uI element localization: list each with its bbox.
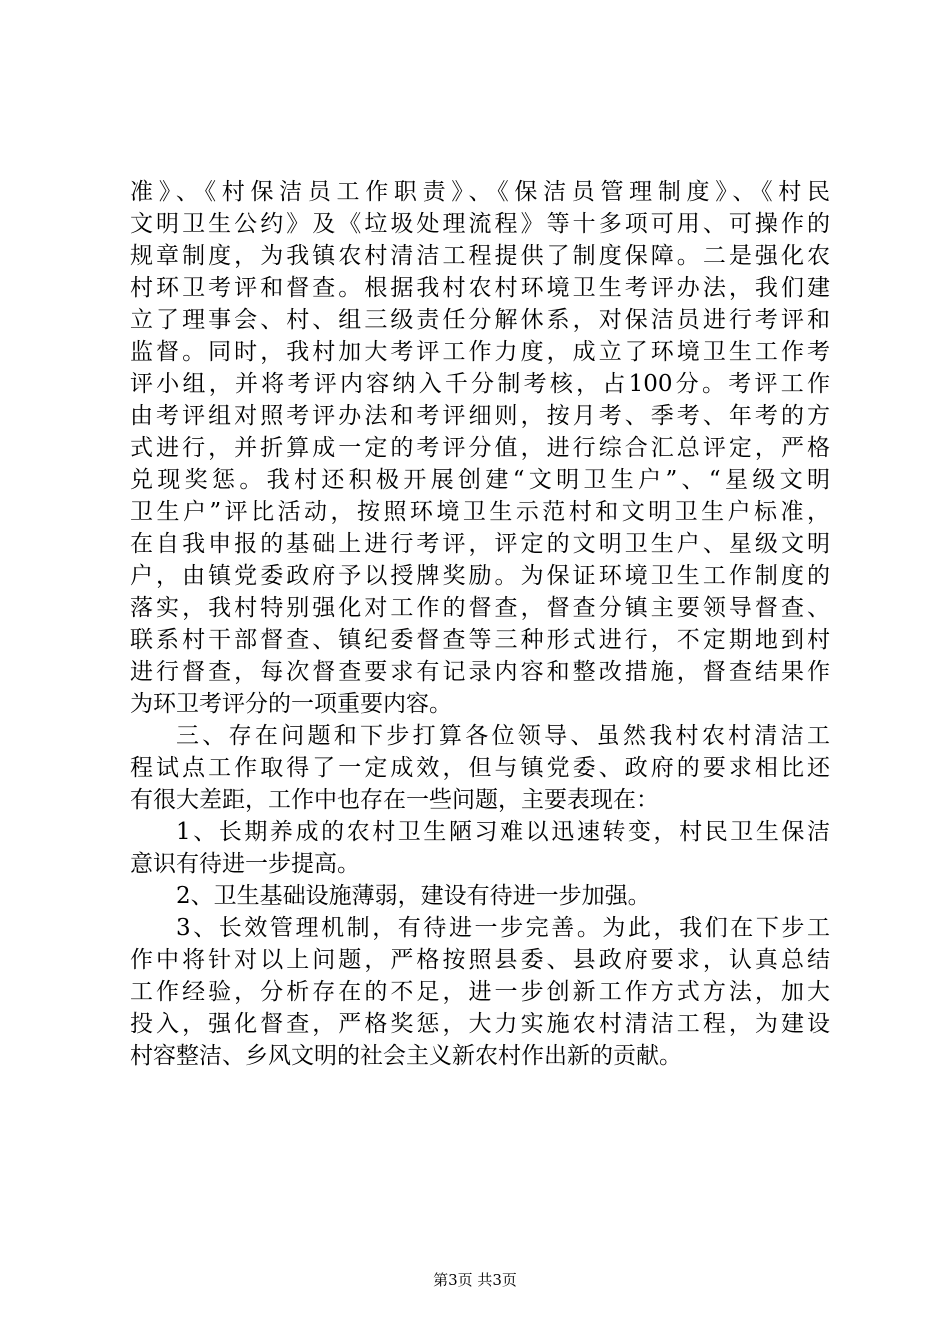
text-line: 准》、《村保洁员工作职责》、《保洁员管理制度》、《村民 [130, 179, 830, 205]
text-line: 村环卫考评和督查。根据我村农村环境卫生考评办法，我们建 [130, 275, 830, 301]
text-line: 式进行，并折算成一定的考评分值，进行综合汇总评定，严格 [130, 435, 830, 461]
text-line: 作中将针对以上问题，严格按照县委、县政府要求，认真总结 [130, 947, 830, 973]
document-body [130, 176, 830, 1072]
section-heading-line: 三、存在问题和下步打算各位领导、虽然我村农村清洁工 [176, 723, 830, 749]
text-line: 规章制度，为我镇农村清洁工程提供了制度保障。二是强化农 [130, 243, 830, 269]
text-line: 为环卫考评分的一项重要内容。 [130, 691, 452, 717]
text-line: 在自我申报的基础上进行考评，评定的文明卫生户、星级文明 [130, 531, 830, 557]
text-line: 投入，强化督查，严格奖惩，大力实施农村清洁工程，为建设 [130, 1011, 830, 1037]
text-line: 由考评组对照考评办法和考评细则，按月考、季考、年考的方 [130, 403, 830, 429]
text-line: 程试点工作取得了一定成效，但与镇党委、政府的要求相比还 [130, 755, 830, 781]
text-line: 工作经验，分析存在的不足，进一步创新工作方式方法，加大 [130, 979, 830, 1005]
text-line: 立了理事会、村、组三级责任分解休系，对保洁员进行考评和 [130, 307, 830, 333]
text-line: 卫生户”评比活动，按照环境卫生示范村和文明卫生户标准， [130, 499, 830, 525]
list-item-line: 2、卫生基础设施薄弱，建设有待进一步加强。 [176, 883, 651, 909]
text-line: 有很大差距，工作中也存在一些问题，主要表现在： [130, 787, 659, 813]
text-line: 意识有待进一步提高。 [130, 851, 360, 877]
text-line: 评小组，并将考评内容纳入千分制考核，占100分。考评工作 [130, 371, 830, 397]
text-line: 落实，我村特别强化对工作的督查，督查分镇主要领导督查、 [130, 595, 830, 621]
text-line: 联系村干部督查、镇纪委督查等三种形式进行，不定期地到村 [130, 627, 830, 653]
list-item-line: 1、长期养成的农村卫生陋习难以迅速转变，村民卫生保洁 [176, 819, 830, 845]
text-line: 村容整洁、乡风文明的社会主义新农村作出新的贡献。 [130, 1043, 682, 1069]
page-number-footer: 第3页 共3页 [433, 1271, 517, 1289]
text-line: 户，由镇党委政府予以授牌奖励。为保证环境卫生工作制度的 [130, 563, 830, 589]
text-line: 文明卫生公约》及《垃圾处理流程》等十多项可用、可操作的 [130, 211, 830, 237]
text-line: 进行督查，每次督查要求有记录内容和整改措施，督查结果作 [130, 659, 830, 685]
list-item-line: 3、长效管理机制，有待进一步完善。为此，我们在下步工 [176, 915, 830, 941]
text-line: 监督。同时，我村加大考评工作力度，成立了环境卫生工作考 [130, 339, 830, 365]
text-line: 兑现奖惩。我村还积极开展创建“文明卫生户”、“星级文明 [130, 467, 830, 493]
